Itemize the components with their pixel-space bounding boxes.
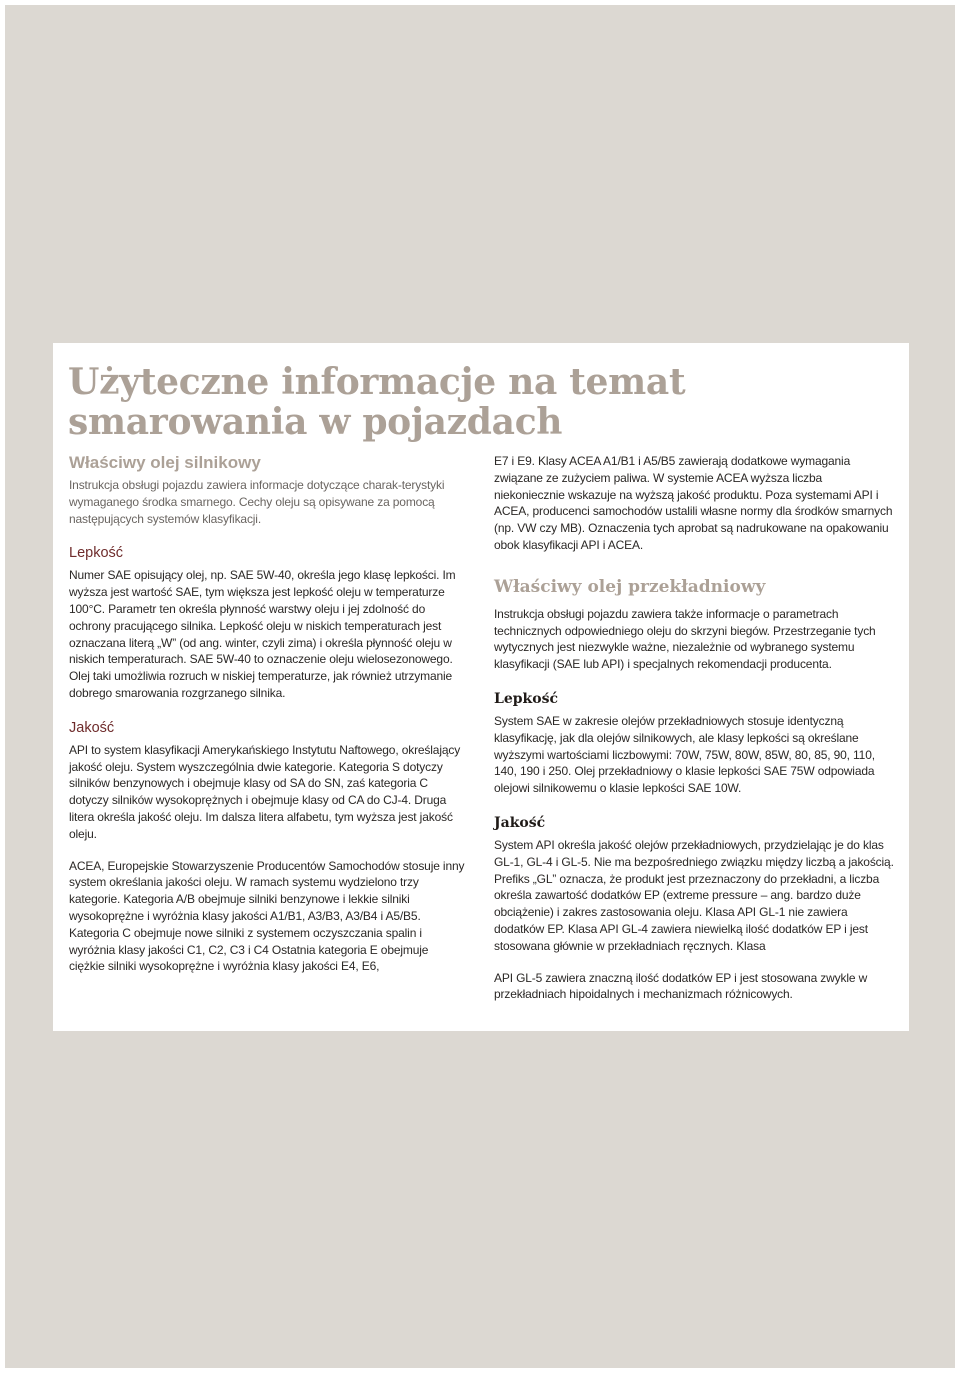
engine-oil-intro: Instrukcja obsługi pojazdu zawiera informacje dotyczące charak-terystyki wymaganego środka smarnego. Cechy oleju są opisywane za pomocą następujących systemów klasyfikacji. xyxy=(69,478,445,526)
quality-text-acea: ACEA, Europejskie Stowarzyszenie Producentów Samochodów stosuje inny system określania jakości oleju. W ramach systemu wydzielono trzy kategorie. Kategoria A/B obejmuje silniki benzynowe i lekkie silniki wysokoprężne i wyróżnia klasy jakości A1/B1, A3/B3, A3/B4 i A5/B5. Kategoria C obejmuje nowe silniki z systemem oczyszczania spalin i wyróżnia klasy jakości C1, C2, C3 i C4 Ostatnia kategoria E obejmuje ciężkie silniki wysokoprężne i wyróżnia klasy jakości E4, E6, xyxy=(69,858,465,974)
gear-quality-text-2: API GL-5 zawiera znaczną ilość dodatków EP i jest stosowana zwykle w przekładniach hipoidalnych i mechanizmach różnicowych. xyxy=(494,970,868,1002)
quality-text-api: API to system klasyfikacji Amerykańskiego Instytutu Naftowego, określający jakość oleju. System wyszczególnia dwie kategorie. Kategoria S dotyczy silników benzynowych i obejmuje klasy od SA do SN, zaś kategoria C dotyczy silników wysokoprężnych i obejmuje klasy od CA do CJ-4. Druga litera określa jakość oleju. Im dalsza litera alfabetu, tym wyższa jest jakość oleju. xyxy=(69,742,461,841)
left-column xyxy=(69,453,466,975)
right-column xyxy=(494,453,896,1003)
engine-oil-heading: Właściwy olej silnikowy xyxy=(69,453,261,472)
gear-viscosity-heading: Lepkość xyxy=(494,690,558,707)
viscosity-text: Numer SAE opisujący olej, np. SAE 5W-40, określa jego klasę lepkości. Im wyższa jest wartość SAE, tym większa jest lepkość oleju w temperaturze 100°C. Parametr ten określa płynność warstwy oleju i jej zdolność do ochrony pracującego silnika. Lepkość oleju w niskich temperaturach jest oznaczana literą „W” (od ang. winter, czyli zima) i określa płynność oleju w niskich temperaturach. SAE 5W-40 to oznaczenie oleju wielosezonowego. Olej taki umożliwia rozruch w niskiej temperaturze, jak również utrzymanie dobrego smarowania rozgrzanego silnika. xyxy=(69,568,456,700)
viscosity-heading: Lepkość xyxy=(69,545,124,562)
gear-viscosity-text: System SAE w zakresie olejów przekładniowych stosuje identyczną klasyfikację, jak dla olejów silnikowych, ale klasy lepkości są określane wyższymi wartościami liczbowymi: 70W, 75W, 80W, 85W, 80, 85, 90, 110, 140, 190 i 250. Olej przekładniowy o klasie lepkości SAE 75W odpowiada olejowi silnikowemu o klasie lepkości SAE 10W. xyxy=(494,713,875,796)
gear-oil-intro: Instrukcja obsługi pojazdu zawiera także informacje o parametrach technicznych odpowiedniego oleju do skrzyni biegów. Przestrzeganie tych wytycznych jest niezwykle ważne, niezależnie od wybranego systemu klasyfikacji (SAE lub API) i specjalnych rekomendacji producenta. xyxy=(494,606,876,672)
acea-continuation: E7 i E9. Klasy ACEA A1/B1 i A5/B5 zawierają dodatkowe wymagania związane ze zużyciem paliwa. W systemie ACEA wyższa liczba niekoniecznie wskazuje na wyższą jakość produktu. Poza systemami API i ACEA, producenci samochodów ustalili własne normy dla środków smarnych (np. VW czy MB). Oznaczenia tych aprobat są nadrukowane na opakowaniu obok klasyfikacji API i ACEA. xyxy=(494,454,893,552)
gear-quality-heading: Jakość xyxy=(494,814,546,831)
gear-quality-text: System API określa jakość olejów przekładniowych, przydzielając je do klas GL-1, GL-4 i GL-5. Nie ma bezpośredniego związku między liczbą a jakością. Prefiks „GL” oznacza, że produkt jest przeznaczony do przekładni, a liczba określa zawartość dodatków EP (extreme pressure – ang. bardzo duże obciążenie) i zakres zastosowania oleju. Klasa API GL-1 nie zawiera dodatków EP. Klasa API GL-4 zawiera niewielką ilość dodatków EP i jest stosowana głównie w przekładniach ręcznych. Klasa xyxy=(494,837,894,953)
quality-heading: Jakość xyxy=(69,719,115,736)
gear-oil-heading: Właściwy olej przekładniowy xyxy=(494,576,766,597)
page-title: Użyteczne informacje na temat smarowania w pojazdach xyxy=(68,361,686,443)
